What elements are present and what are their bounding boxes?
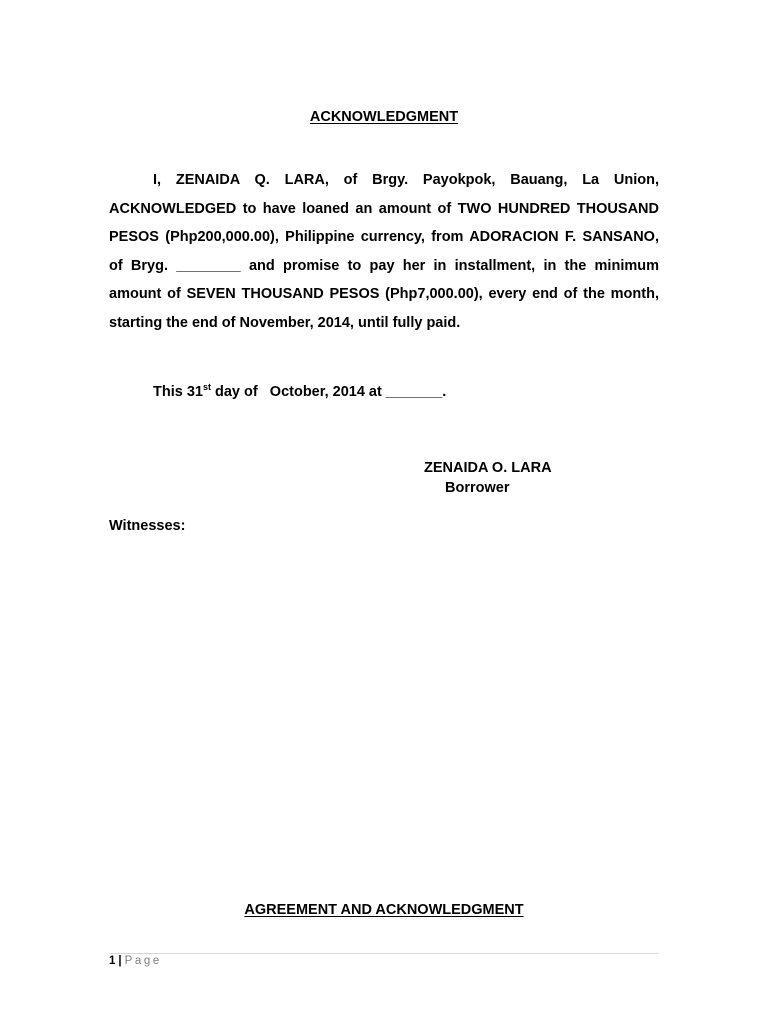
page-number: 1 [109,955,116,967]
date-prefix: This 31 [153,384,203,400]
date-suffix: day of October, 2014 at _______. [210,384,447,400]
second-section-title: AGREEMENT AND ACKNOWLEDGMENT [244,902,524,918]
page-footer [109,955,162,967]
signatory-name: ZENAIDA O. LARA [424,460,552,476]
footer-separator: | [118,955,122,967]
page-label: Page [124,955,162,967]
date-ordinal-suffix: st [202,382,211,392]
footer-divider [109,953,659,954]
witnesses-label: Witnesses: [109,518,186,534]
date-line [153,384,446,400]
signatory-role: Borrower [445,480,510,496]
acknowledgment-paragraph: I, ZENAIDA Q. LARA, of Brgy. Payokpok, Bauang, La Union, ACKNOWLEDGED to have loaned an amount of TWO HUNDRED THOUSAND PESOS (Php200,000.00), Philippine currency, from ADORACION F. SANSANO, of Bryg. ________ and promise to pay her in installment, in the minimum amount of SEVEN THOUSAND PESOS (Php7,000.00), every end of the month, starting the end of November, 2014, until fully paid. [109,172,659,331]
document-title: ACKNOWLEDGMENT [309,109,459,125]
